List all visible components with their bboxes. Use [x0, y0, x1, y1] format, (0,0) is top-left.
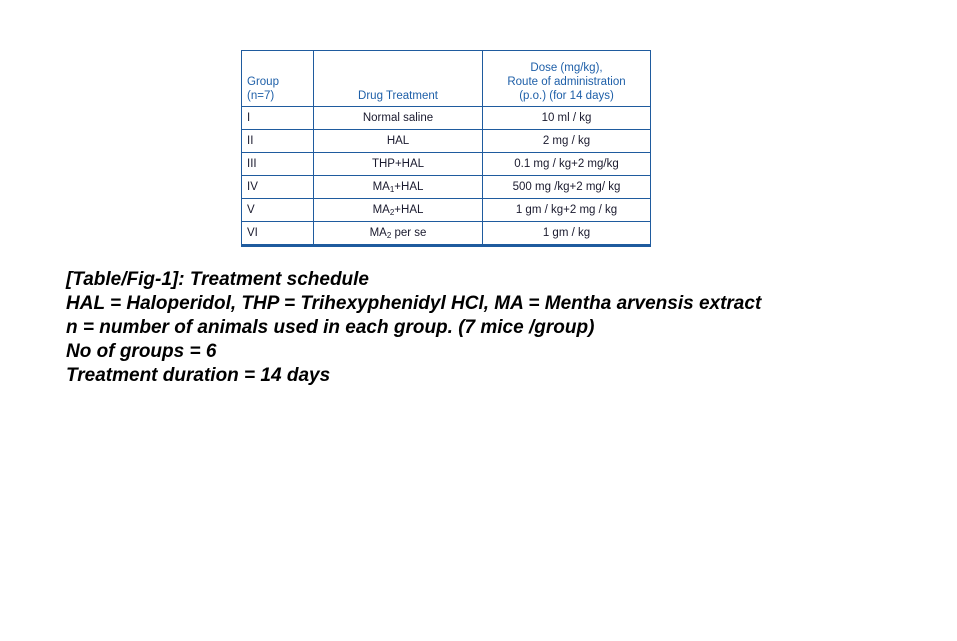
header-group-line: Group — [247, 76, 279, 88]
drug-subscript: 2 — [386, 231, 392, 240]
caption-duration: Treatment duration = 14 days — [66, 365, 331, 386]
caption-title: [Table/Fig-1]: Treatment schedule — [66, 269, 369, 290]
drug-name: MA — [372, 181, 390, 193]
drug-suffix: per se — [391, 227, 427, 239]
treatment-schedule-table — [241, 50, 651, 247]
drug-name: HAL — [386, 135, 410, 147]
cell-dose: 2 mg / kg — [483, 130, 651, 153]
table-row — [242, 222, 651, 246]
cell-drug — [314, 153, 483, 176]
drug-name: THP+HAL — [371, 158, 425, 170]
drug-name: Normal saline — [362, 112, 434, 124]
drug-suffix: +HAL — [394, 204, 424, 216]
table-row — [242, 199, 651, 222]
figure-caption — [66, 268, 761, 388]
drug-subscript: 1 — [389, 185, 395, 194]
cell-drug — [314, 222, 483, 246]
header-group — [242, 51, 314, 107]
cell-dose: 500 mg /kg+2 mg/ kg — [483, 176, 651, 199]
cell-dose: 0.1 mg / kg+2 mg/kg — [483, 153, 651, 176]
header-dose-line: (p.o.) (for 14 days) — [519, 90, 614, 102]
table-row — [242, 107, 651, 130]
cell-group: IV — [242, 176, 314, 199]
header-drug-label: Drug Treatment — [358, 90, 438, 102]
table-header — [242, 51, 651, 107]
drug-subscript: 2 — [389, 208, 395, 217]
header-dose — [483, 51, 651, 107]
drug-name: MA — [369, 227, 387, 239]
caption-abbreviations: HAL = Haloperidol, THP = Trihexyphenidyl HCl, MA = Mentha arvensis extract — [66, 293, 762, 314]
cell-group: VI — [242, 222, 314, 246]
table-body — [242, 107, 651, 246]
cell-drug — [314, 176, 483, 199]
cell-drug — [314, 107, 483, 130]
table-row — [242, 153, 651, 176]
cell-drug — [314, 130, 483, 153]
table-row — [242, 130, 651, 153]
header-row — [242, 51, 651, 107]
drug-name: MA — [372, 204, 390, 216]
cell-dose: 10 ml / kg — [483, 107, 651, 130]
drug-suffix: +HAL — [394, 181, 424, 193]
header-dose-line: Dose (mg/kg), — [530, 62, 603, 74]
header-group-line: (n=7) — [247, 90, 275, 102]
cell-group: I — [242, 107, 314, 130]
caption-groups: No of groups = 6 — [66, 341, 217, 362]
cell-dose: 1 gm / kg+2 mg / kg — [483, 199, 651, 222]
cell-dose: 1 gm / kg — [483, 222, 651, 246]
header-dose-line: Route of administration — [507, 76, 626, 88]
caption-n-definition: n = number of animals used in each group. (7 mice /group) — [66, 317, 595, 338]
header-drug-treatment — [314, 51, 483, 107]
cell-group: II — [242, 130, 314, 153]
cell-group: III — [242, 153, 314, 176]
cell-drug — [314, 199, 483, 222]
cell-group: V — [242, 199, 314, 222]
table-row — [242, 176, 651, 199]
